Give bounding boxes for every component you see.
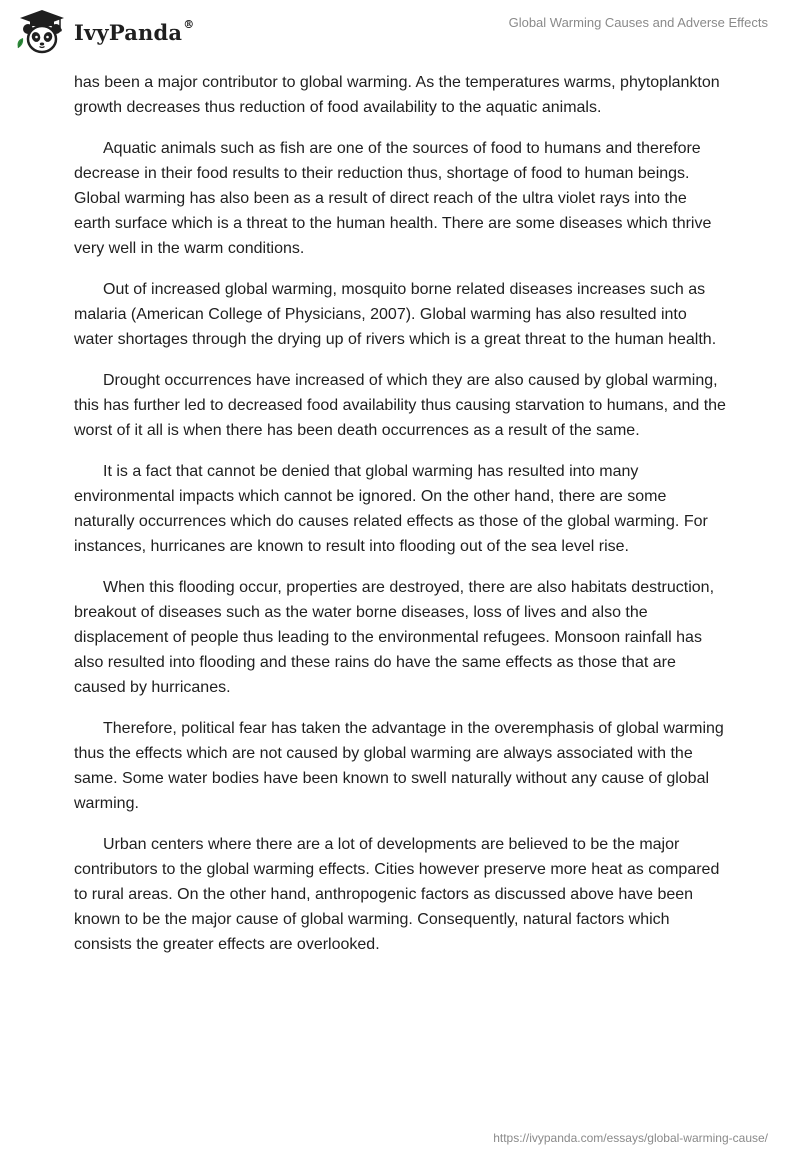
panda-graduate-logo-icon bbox=[14, 8, 70, 56]
ivypanda-logo-link[interactable] bbox=[14, 8, 194, 56]
registered-mark: ® bbox=[183, 17, 195, 31]
essay-body bbox=[74, 70, 726, 973]
paragraph-2: Aquatic animals such as fish are one of the sources of food to humans and therefore decrease in their food results to their reduction thus, shortage of food to human beings. Global warming has also been as a result of direct reach of the ultra violet rays into the earth surface which is a threat to the human health. There are some diseases which thrive very well in the warm conditions. bbox=[74, 140, 712, 257]
paragraph-5: It is a fact that cannot be denied that global warming has resulted into many environmental impacts which cannot be ignored. On the other hand, there are some naturally occurrences which do causes related effects as those of the global warming. For instances, hurricanes are known to result into flooding out of the sea level rise. bbox=[74, 463, 708, 555]
brand-name: IvyPanda® bbox=[74, 17, 195, 45]
paragraph-3: Out of increased global warming, mosquito borne related diseases increases such as malaria (American College of Physicians, 2007). Global warming has also resulted into water shortages through the drying up of rivers which is a great threat to the human health. bbox=[74, 281, 717, 348]
paragraph-7: Therefore, political fear has taken the advantage in the overemphasis of global warming thus the effects which are not caused by global warming are always associated with the same. Some water bodies have been known to swell naturally without any cause of global warming. bbox=[74, 720, 724, 812]
page-header bbox=[0, 0, 800, 64]
document-title: Global Warming Causes and Adverse Effects bbox=[508, 15, 768, 30]
paragraph-8: Urban centers where there are a lot of developments are believed to be the major contributors to the global warming effects. Cities however preserve more heat as compared to rural areas. On the other hand, anthropogenic factors as discussed above have been known to be the major cause of global warming. Consequently, natural factors which consists the greater effects are overlooked. bbox=[74, 836, 720, 953]
source-url-link[interactable]: https://ivypanda.com/essays/global-warming-cause/ bbox=[493, 1131, 768, 1145]
paragraph-1: has been a major contributor to global warming. As the temperatures warms, phytoplankton growth decreases thus reduction of food availability to the aquatic animals. bbox=[74, 74, 720, 116]
paragraph-6: When this flooding occur, properties are destroyed, there are also habitats destruction, breakout of diseases such as the water borne diseases, loss of lives and also the displacement of people thus leading to the environmental refugees. Monsoon rainfall has also resulted into flooding and these rains do have the same effects as those that are caused by hurricanes. bbox=[74, 579, 715, 696]
paragraph-4: Drought occurrences have increased of which they are also caused by global warming, this has further led to decreased food availability thus causing starvation to humans, and the worst of it all is when there has been death occurrences as a result of the same. bbox=[74, 372, 726, 439]
